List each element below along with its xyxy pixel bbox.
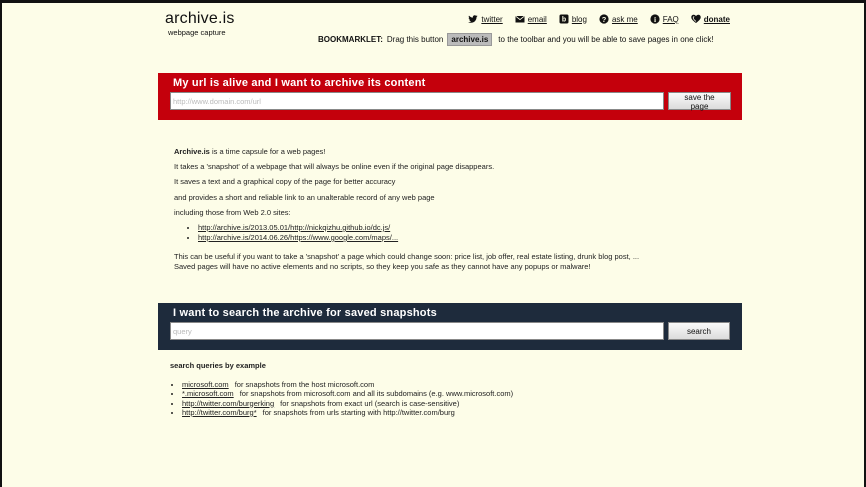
window-left-border (0, 0, 2, 487)
save-page-button[interactable]: save the page (668, 92, 731, 110)
nav-blog-label[interactable]: blog (571, 14, 587, 24)
bookmarklet-instruction-start: Drag this button (386, 35, 444, 44)
example-links-list (174, 223, 639, 243)
search-panel (158, 303, 742, 350)
nav-faq-link[interactable] (650, 14, 679, 24)
example-query-link[interactable]: *.microsoft.com (182, 389, 234, 399)
nav-askme-link[interactable] (599, 14, 638, 24)
nav-donate-link[interactable] (691, 14, 730, 24)
top-navigation (468, 14, 730, 24)
search-examples-list (170, 380, 513, 417)
search-button[interactable]: search (668, 322, 730, 340)
description-line-4: and provides a short and reliable link to an unalterable record of any web page (174, 192, 435, 202)
bookmarklet-label: BOOKMARKLET: (318, 35, 383, 44)
heart-icon (691, 14, 701, 24)
nav-email-label[interactable]: email (527, 14, 547, 24)
nav-twitter-label[interactable]: twitter (481, 14, 503, 24)
description-line-2: It takes a 'snapshot' of a webpage that will always be online even if the original page disappears. (174, 162, 495, 172)
usage-note-line-2: Saved pages will have no active elements and no scripts, so they keep you safe as they cannot have any popups or malware! (174, 261, 591, 271)
nav-twitter-link[interactable] (468, 14, 502, 24)
site-title[interactable]: archive.is (165, 10, 235, 27)
list-item (182, 380, 513, 389)
search-examples-title: search queries by example (170, 361, 266, 370)
svg-text:i: i (653, 15, 656, 24)
description-line-5: including those from Web 2.0 sites: (174, 207, 291, 217)
example-query-link[interactable]: http://twitter.com/burg* (182, 407, 257, 417)
description-section (174, 147, 639, 272)
description-line-3: It saves a text and a graphical copy of the page for better accuracy (174, 177, 396, 187)
url-input[interactable] (170, 92, 664, 110)
svg-text:b: b (561, 16, 566, 24)
example-query-description: for snapshots from the host microsoft.com (234, 380, 375, 389)
email-icon (515, 14, 525, 24)
nav-askme-label[interactable]: ask me (611, 14, 638, 24)
nav-donate-label[interactable]: donate (703, 14, 730, 24)
brand-name: Archive.is (174, 147, 210, 156)
nav-email-link[interactable] (515, 14, 547, 24)
nav-faq-label[interactable]: FAQ (662, 14, 679, 24)
example-link[interactable]: http://archive.is/2013.05.01/http://nickqizhu.github.io/dc.js/ (198, 222, 391, 232)
list-item (198, 233, 639, 243)
search-examples-section (170, 361, 513, 417)
bookmarklet-instruction-end: to the toolbar and you will be able to save pages in one click! (498, 35, 714, 44)
list-item (182, 389, 513, 398)
usage-note-line-1: This can be useful if you want to take a 'snapshot' a page which could change soon: price list, job offer, real estate listing, drunk blog post, ... (174, 251, 640, 261)
window-top-border (0, 0, 866, 3)
bookmarklet-bar (318, 33, 714, 46)
search-input[interactable] (170, 322, 664, 340)
site-subtitle: webpage capture (168, 28, 226, 37)
example-query-link[interactable]: microsoft.com (182, 380, 229, 389)
usage-note (174, 252, 639, 272)
info-icon (650, 14, 660, 24)
search-panel-title: I want to search the archive for saved snapshots (173, 307, 437, 319)
list-item (182, 408, 513, 417)
svg-text:?: ? (601, 15, 607, 24)
description-line-1-text: is a time capsule for a web pages! (209, 147, 326, 156)
help-icon (599, 14, 609, 24)
list-item (182, 399, 513, 408)
save-url-panel (158, 73, 742, 120)
list-item (198, 223, 639, 233)
site-logo[interactable] (165, 10, 235, 37)
bookmarklet-button[interactable]: archive.is (447, 33, 492, 46)
example-query-description: for snapshots from microsoft.com and all its subdomains (e.g. www.microsoft.com) (239, 389, 514, 399)
example-query-description: for snapshots from exact url (search is case-sensitive) (280, 398, 460, 408)
description-line-1 (174, 147, 639, 162)
blog-icon (559, 14, 569, 24)
example-query-link[interactable]: http://twitter.com/burgerking (182, 398, 275, 408)
save-panel-title: My url is alive and I want to archive its content (173, 77, 426, 89)
nav-blog-link[interactable] (559, 14, 587, 24)
example-link[interactable]: http://archive.is/2014.06.26/https://www.google.com/maps/... (198, 232, 399, 242)
example-query-description: for snapshots from urls starting with http://twitter.com/burg (262, 407, 455, 417)
twitter-icon (468, 14, 478, 24)
